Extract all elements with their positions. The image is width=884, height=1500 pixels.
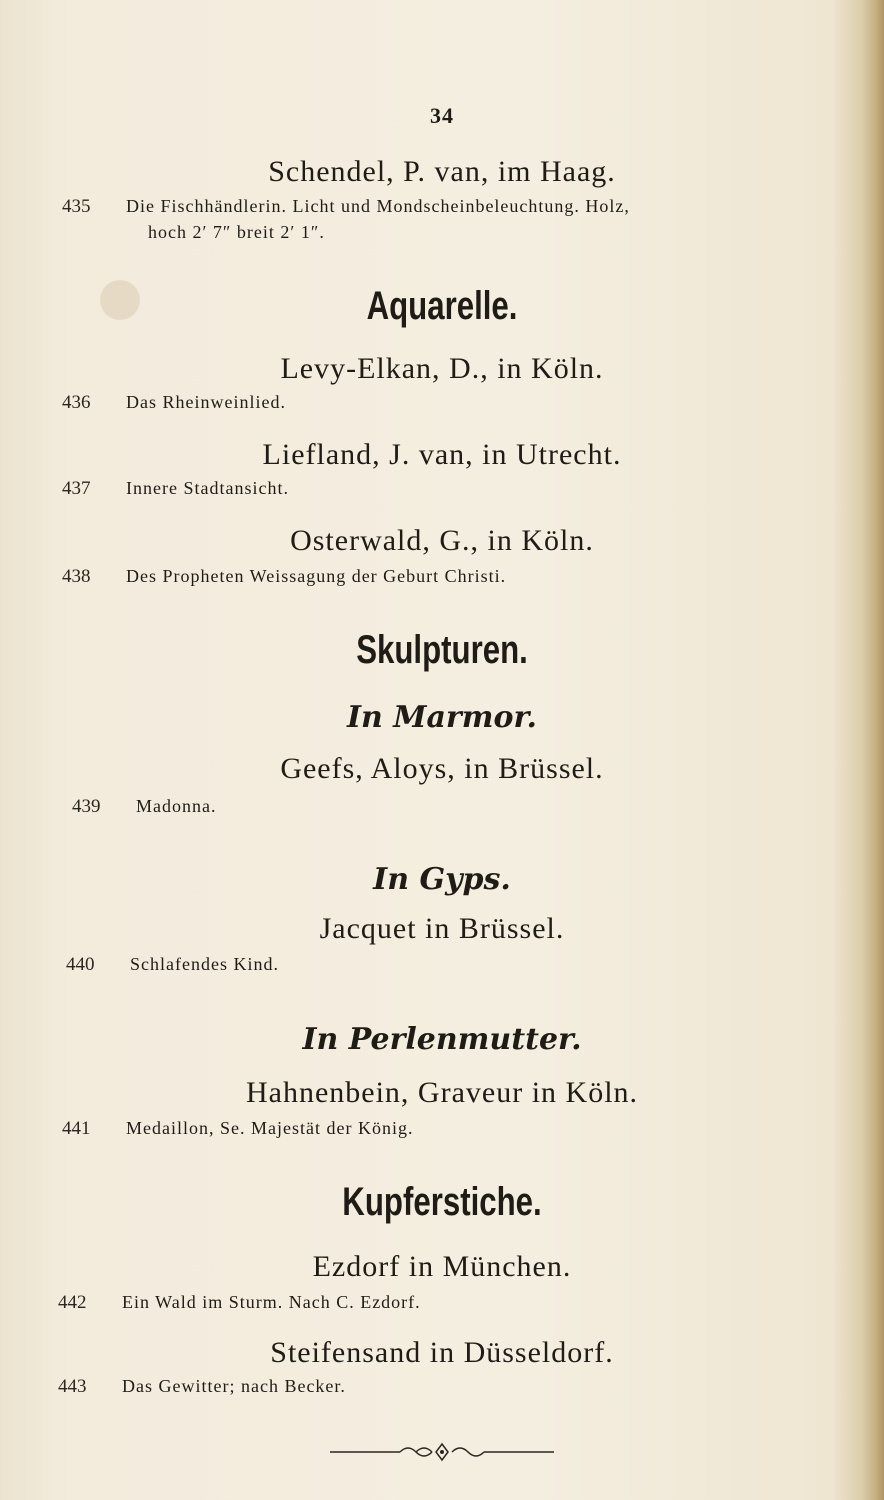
subsection-heading: In Gyps. [373,862,511,897]
entry-number: 442 [58,1292,87,1313]
entry-title: Medaillon, Se. Majestät der König. [126,1118,414,1138]
catalog-entry [58,1376,858,1398]
artist-heading: Liefland, J. van, in Utrecht. [262,438,622,471]
catalog-entry [62,1118,862,1140]
section-heading: Skulpturen. [356,628,528,672]
artist-heading: Jacquet in Brüssel. [319,912,565,945]
entry-continuation: hoch 2′ 7″ breit 2′ 1″. [148,222,325,242]
entry-title: Innere Stadtansicht. [126,478,289,498]
catalog-entry [58,1292,858,1314]
subsection-heading: In Perlenmutter. [302,1022,582,1057]
entry-title: Das Gewitter; nach Becker. [122,1376,346,1396]
catalog-entry [62,566,862,588]
catalog-entry [62,392,862,414]
entry-title: Des Propheten Weissagung der Geburt Christi. [126,566,507,586]
artist-heading: Geefs, Aloys, in Brüssel. [280,752,604,785]
entry-number: 440 [66,954,95,975]
entry-number: 435 [62,196,91,217]
page-number: 34 [430,103,454,128]
entry-number: 443 [58,1376,87,1397]
entry-title: Die Fischhändlerin. Licht und Mondscheinbeleuchtung. Holz, [126,196,630,216]
catalog-entry [62,196,862,218]
entry-number: 437 [62,478,91,499]
entry-number: 438 [62,566,91,587]
artist-heading: Hahnenbein, Graveur in Köln. [245,1076,639,1109]
artist-heading: Schendel, P. van, im Haag. [268,155,616,188]
entry-title: Das Rheinweinlied. [126,392,286,412]
entry-number: 439 [72,796,101,817]
entry-number: 436 [62,392,91,413]
entry-title: Schlafendes Kind. [130,954,279,974]
artist-heading: Ezdorf in München. [312,1250,572,1283]
subsection-heading: In Marmor. [347,700,537,735]
catalog-entry [72,796,872,818]
artist-heading: Steifensand in Düsseldorf. [270,1336,614,1369]
catalog-entry [62,478,862,500]
entry-number: 441 [62,1118,91,1139]
artist-heading: Levy-Elkan, D., in Köln. [280,352,604,385]
ornament-divider-icon [330,1440,554,1464]
catalog-entry [66,954,866,976]
section-heading: Kupferstiche. [342,1180,542,1224]
artist-heading: Osterwald, G., in Köln. [290,524,594,557]
section-heading: Aquarelle. [366,284,518,328]
entry-title: Ein Wald im Sturm. Nach C. Ezdorf. [122,1292,421,1312]
entry-title: Madonna. [136,796,217,816]
